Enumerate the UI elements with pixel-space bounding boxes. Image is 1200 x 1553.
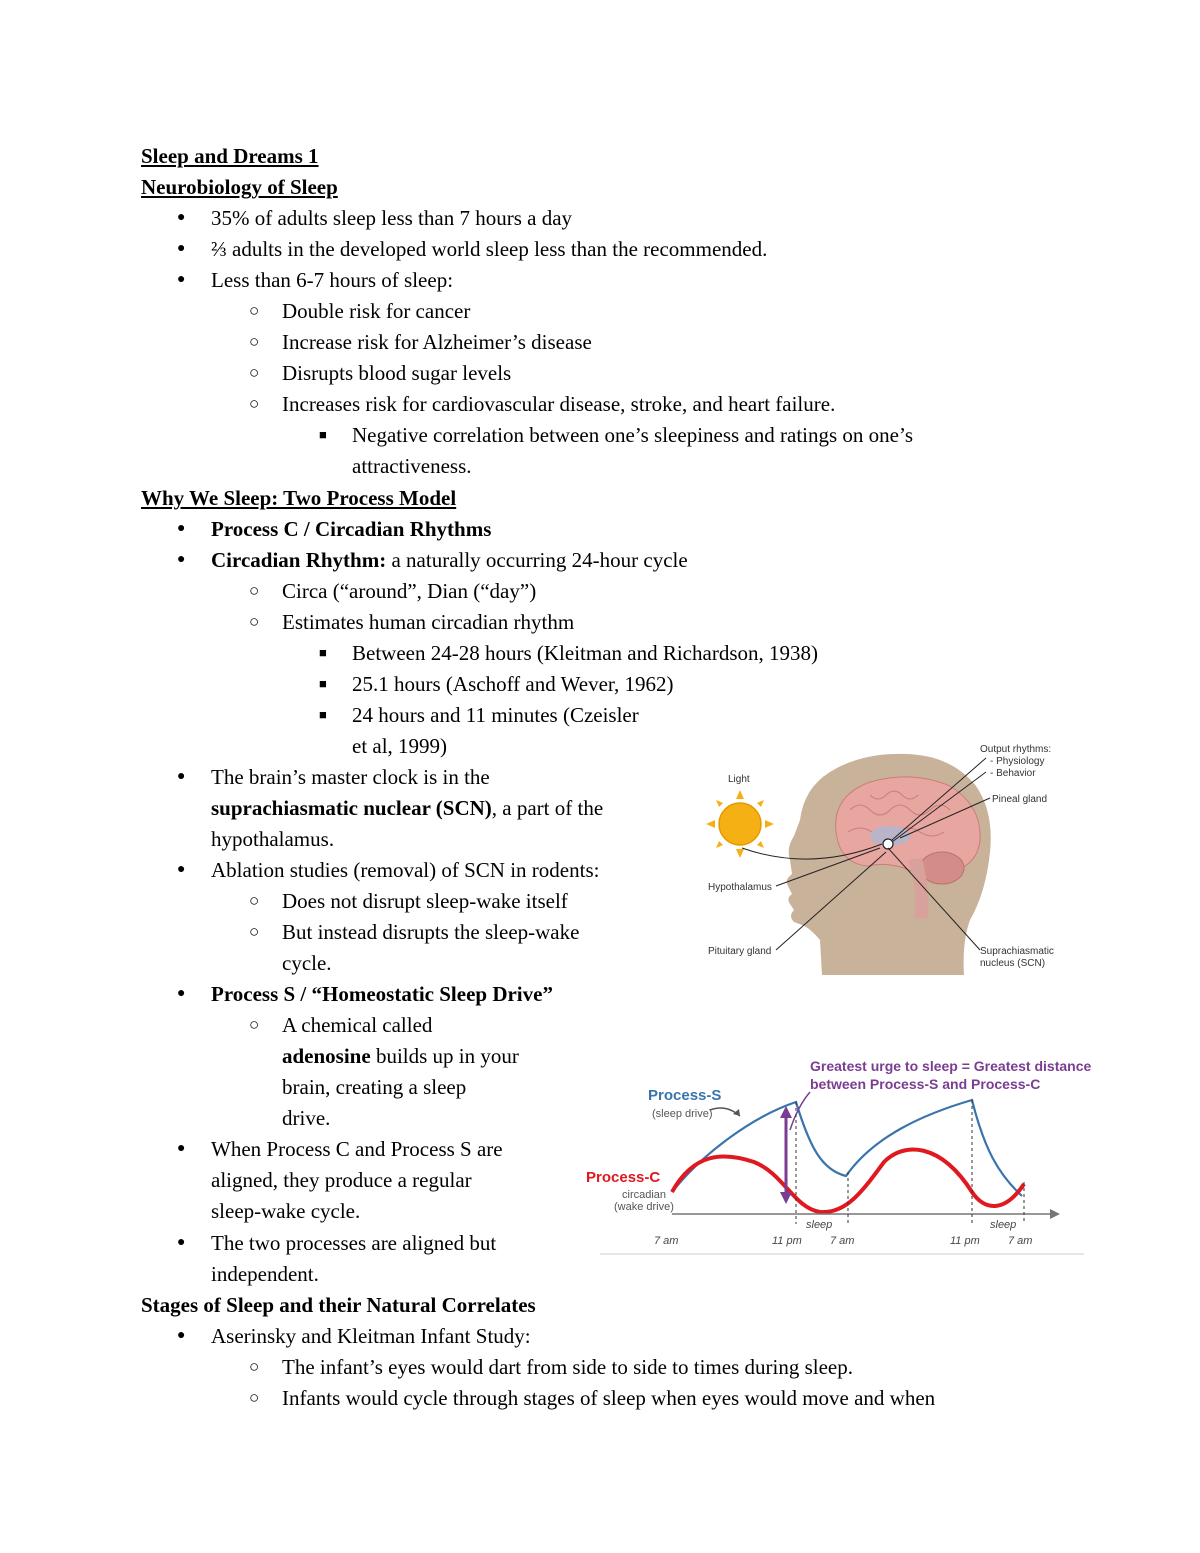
bullet (177, 1137, 185, 1161)
x-tick-label: 11 pm (950, 1235, 980, 1247)
bullet (177, 982, 185, 1006)
list-item-continued (282, 1044, 519, 1068)
list-item: Double risk for cancer (282, 299, 471, 323)
label-pineal-gland: Pineal gland (992, 794, 1048, 805)
label-physiology: - Physiology (990, 756, 1045, 767)
bullet (177, 1324, 185, 1348)
text: , a part of the (491, 796, 604, 820)
list-item: Aserinsky and Kleitman Infant Study: (211, 1324, 531, 1348)
x-tick-label: 11 pm (772, 1235, 802, 1247)
list-item: 24 hours and 11 minutes (Czeisler (352, 703, 639, 727)
series-label-process-s: Process-S (648, 1087, 722, 1104)
term: suprachiasmatic nuclear (SCN) (211, 796, 492, 820)
list-item: Ablation studies (removal) of SCN in rodents: (211, 858, 600, 882)
list-item (211, 548, 688, 572)
series-sublabel-process-c-2: (wake drive) (614, 1201, 674, 1213)
definition: a naturally occurring 24-hour cycle (386, 548, 688, 572)
sub-bullet (249, 1386, 259, 1412)
sleep-label: sleep (806, 1219, 833, 1231)
label-light: Light (728, 774, 750, 785)
x-tick-label: 7 am (1008, 1235, 1033, 1247)
square-bullet (319, 641, 327, 666)
two-process-chart (584, 1052, 1104, 1258)
bullet (177, 548, 185, 572)
sub-bullet (249, 1013, 259, 1039)
series-sublabel-process-c-1: circadian (622, 1189, 667, 1201)
sub-bullet (249, 920, 259, 946)
list-item-continued: et al, 1999) (352, 734, 448, 758)
sub-bullet (249, 330, 259, 356)
list-item: Increases risk for cardiovascular disease, stroke, and heart failure. (282, 392, 836, 416)
label-scn-line1: Suprachiasmatic (980, 946, 1054, 957)
list-item: Between 24-28 hours (Kleitman and Richardson, 1938) (352, 641, 818, 665)
square-bullet (319, 703, 327, 728)
bullet (177, 237, 185, 261)
distance-arrowhead-bottom (780, 1192, 792, 1204)
x-axis-arrowhead (1050, 1209, 1060, 1219)
chart-title-line1: Greatest urge to sleep = Greatest distance (810, 1058, 1092, 1074)
list-item: Infants would cycle through stages of sleep when eyes would move and when (282, 1386, 936, 1410)
label-output-rhythms: Output rhythms: (980, 744, 1052, 755)
term: Circadian Rhythm: (211, 548, 387, 572)
square-bullet (319, 672, 327, 697)
list-item: A chemical called (282, 1013, 433, 1037)
heading-stages-of-sleep: Stages of Sleep and their Natural Correlates (141, 1293, 536, 1317)
series-label-process-c: Process-C (586, 1169, 661, 1186)
chart-title-line2: between Process-S and Process-C (810, 1076, 1041, 1092)
sub-bullet (249, 889, 259, 915)
list-item: Process S / “Homeostatic Sleep Drive” (211, 982, 553, 1006)
sub-bullet (249, 1355, 259, 1381)
list-item: 25.1 hours (Aschoff and Wever, 1962) (352, 672, 674, 696)
list-item: ⅔ adults in the developed world sleep less than the recommended. (211, 237, 768, 261)
label-behavior: - Behavior (990, 768, 1036, 779)
list-item: Estimates human circadian rhythm (282, 610, 575, 634)
x-tick-label: 7 am (654, 1235, 679, 1247)
bullet (177, 858, 185, 882)
square-bullet (319, 423, 327, 448)
list-item-continued: hypothalamus. (211, 827, 335, 851)
sub-bullet (249, 392, 259, 418)
list-item: The brain’s master clock is in the (211, 765, 490, 789)
list-item: Negative correlation between one’s sleepiness and ratings on one’s (352, 423, 913, 447)
list-item-continued: aligned, they produce a regular (211, 1168, 472, 1192)
sun-icon (706, 790, 774, 858)
list-item: Process C / Circadian Rhythms (211, 517, 492, 541)
list-item-continued: sleep-wake cycle. (211, 1199, 361, 1223)
cerebellum (920, 852, 964, 884)
bullet (177, 206, 185, 230)
list-item-continued: attractiveness. (352, 454, 472, 478)
text: builds up in your (370, 1044, 519, 1068)
sleep-label: sleep (990, 1219, 1017, 1231)
brain-scn-figure (690, 740, 1070, 980)
list-item: The infant’s eyes would dart from side to side to times during sleep. (282, 1355, 853, 1379)
list-item: Disrupts blood sugar levels (282, 361, 512, 385)
list-item-continued: independent. (211, 1262, 319, 1286)
label-hypothalamus: Hypothalamus (708, 882, 772, 893)
page-title: Sleep and Dreams 1 (141, 144, 319, 168)
label-scn-line2: nucleus (SCN) (980, 958, 1046, 969)
heading-two-process-model: Why We Sleep: Two Process Model (141, 486, 457, 510)
heading-neurobiology: Neurobiology of Sleep (141, 175, 338, 199)
list-item-continued (211, 796, 603, 820)
bullet (177, 1231, 185, 1255)
series-line-process-s (672, 1100, 1022, 1196)
scn-marker (883, 839, 893, 849)
list-item: 35% of adults sleep less than 7 hours a day (211, 206, 573, 230)
list-item: Does not disrupt sleep-wake itself (282, 889, 568, 913)
sub-bullet (249, 579, 259, 605)
term: adenosine (282, 1044, 371, 1068)
bullet (177, 517, 185, 541)
x-tick-label: 7 am (830, 1235, 855, 1247)
bullet (177, 765, 185, 789)
list-item: Increase risk for Alzheimer’s disease (282, 330, 592, 354)
greatest-urge-pointer (790, 1092, 810, 1130)
list-item: When Process C and Process S are (211, 1137, 503, 1161)
sub-bullet (249, 610, 259, 636)
series-sublabel-process-s: (sleep drive) (652, 1108, 713, 1120)
list-item-continued: brain, creating a sleep (282, 1075, 467, 1099)
list-item-continued: cycle. (282, 951, 332, 975)
bullet (177, 268, 185, 292)
sub-bullet (249, 299, 259, 325)
list-item: Circa (“around”, Dian (“day”) (282, 579, 537, 603)
list-item-continued: drive. (282, 1106, 331, 1130)
list-item: But instead disrupts the sleep-wake (282, 920, 580, 944)
list-item: Less than 6-7 hours of sleep: (211, 268, 454, 292)
label-pituitary-gland: Pituitary gland (708, 946, 772, 957)
sub-bullet (249, 361, 259, 387)
list-item: The two processes are aligned but (211, 1231, 497, 1255)
